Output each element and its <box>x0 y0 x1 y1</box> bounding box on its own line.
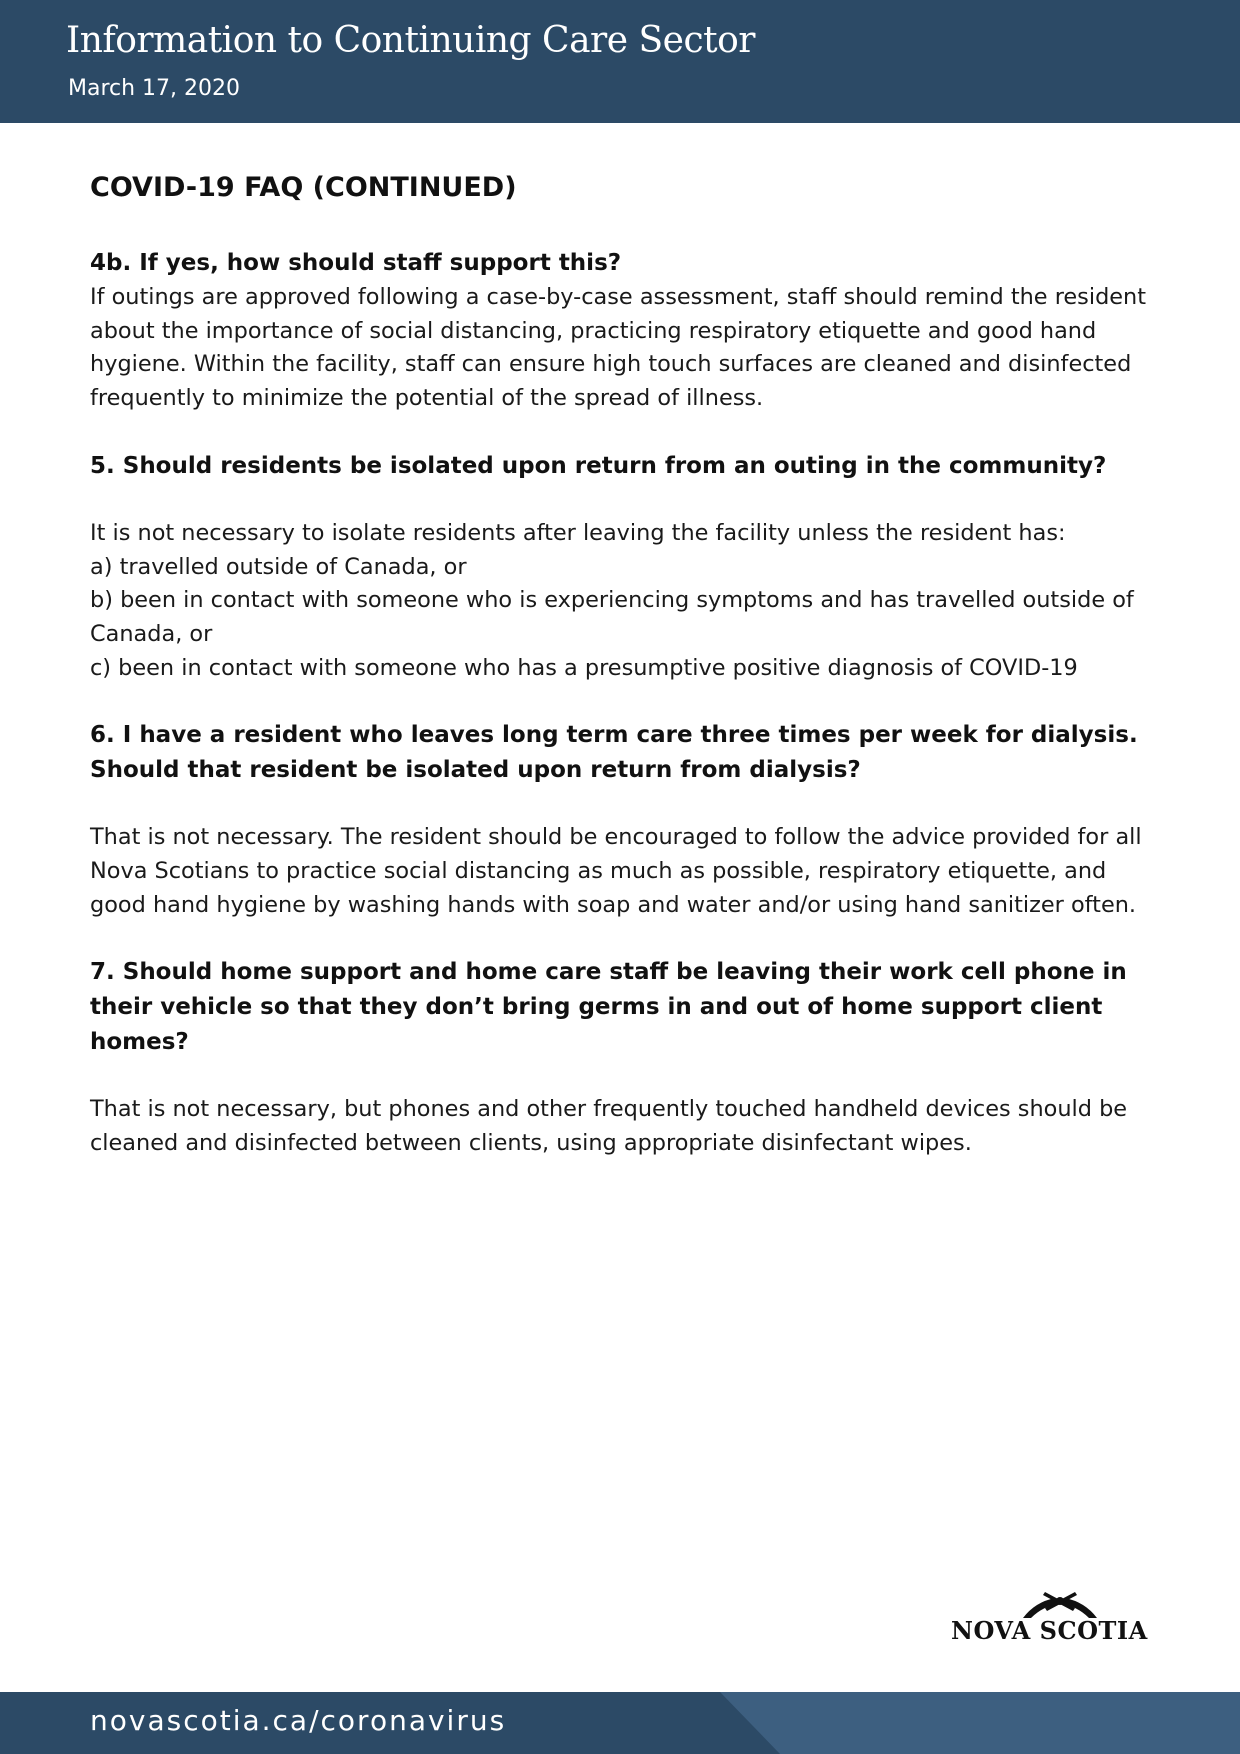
faq-answer-item: a) travelled outside of Canada, or <box>90 553 467 580</box>
faq-question: 7. Should home support and home care staff be leaving their work cell phone in their vehicle so that they don’t bring germs in and out of home support client homes? <box>90 959 1127 1056</box>
header-title: Information to Continuing Care Sector <box>66 20 755 61</box>
page-header <box>0 0 1240 123</box>
faq-question: 4b. If yes, how should staff support this? <box>90 250 622 276</box>
faq-item-7 <box>90 955 1150 1160</box>
faq-answer-intro: It is not necessary to isolate residents after leaving the facility unless the resident has: <box>90 519 1066 546</box>
faq-answer: If outings are approved following a case-by-case assessment, staff should remind the resident about the importance of social distancing, practicing respiratory etiquette and good hand hygiene. Within the facility, staff can ensure high touch surfaces are cleaned and disinfected frequently to minimize the potential of the spread of illness. <box>90 284 1147 412</box>
faq-item-4b <box>90 246 1150 416</box>
faq-question: 6. I have a resident who leaves long term care three times per week for dialysis. Should that resident be isolated upon return from dialysis? <box>90 722 1138 784</box>
logo-text: NOVA SCOTIA <box>951 1616 1148 1645</box>
faq-content <box>90 172 1150 1161</box>
faq-answer: That is not necessary, but phones and other frequently touched handheld devices should be cleaned and disinfected between clients, using appropriate disinfectant wipes. <box>90 1096 1128 1157</box>
faq-item-5 <box>90 449 1150 686</box>
nova-scotia-logo <box>945 1588 1160 1648</box>
faq-answer: That is not necessary. The resident should be encouraged to follow the advice provided for all Nova Scotians to practice social distancing as much as possible, respiratory etiquette, and good hand hygiene by washing hands with soap and water and/or using hand sanitizer often. <box>90 824 1142 918</box>
faq-answer-item: c) been in contact with someone who has a presumptive positive diagnosis of COVID-19 <box>90 654 1078 681</box>
page-title: COVID-19 FAQ (CONTINUED) <box>90 172 517 203</box>
faq-question: 5. Should residents be isolated upon return from an outing in the community? <box>90 452 1107 479</box>
page-footer <box>0 1692 1240 1754</box>
faq-answer-item: b) been in contact with someone who is experiencing symptoms and has travelled outside of Canada, or <box>90 587 1134 647</box>
header-date: March 17, 2020 <box>68 76 241 101</box>
footer-url: novascotia.ca/coronavirus <box>90 1704 507 1737</box>
faq-item-6 <box>90 718 1150 922</box>
